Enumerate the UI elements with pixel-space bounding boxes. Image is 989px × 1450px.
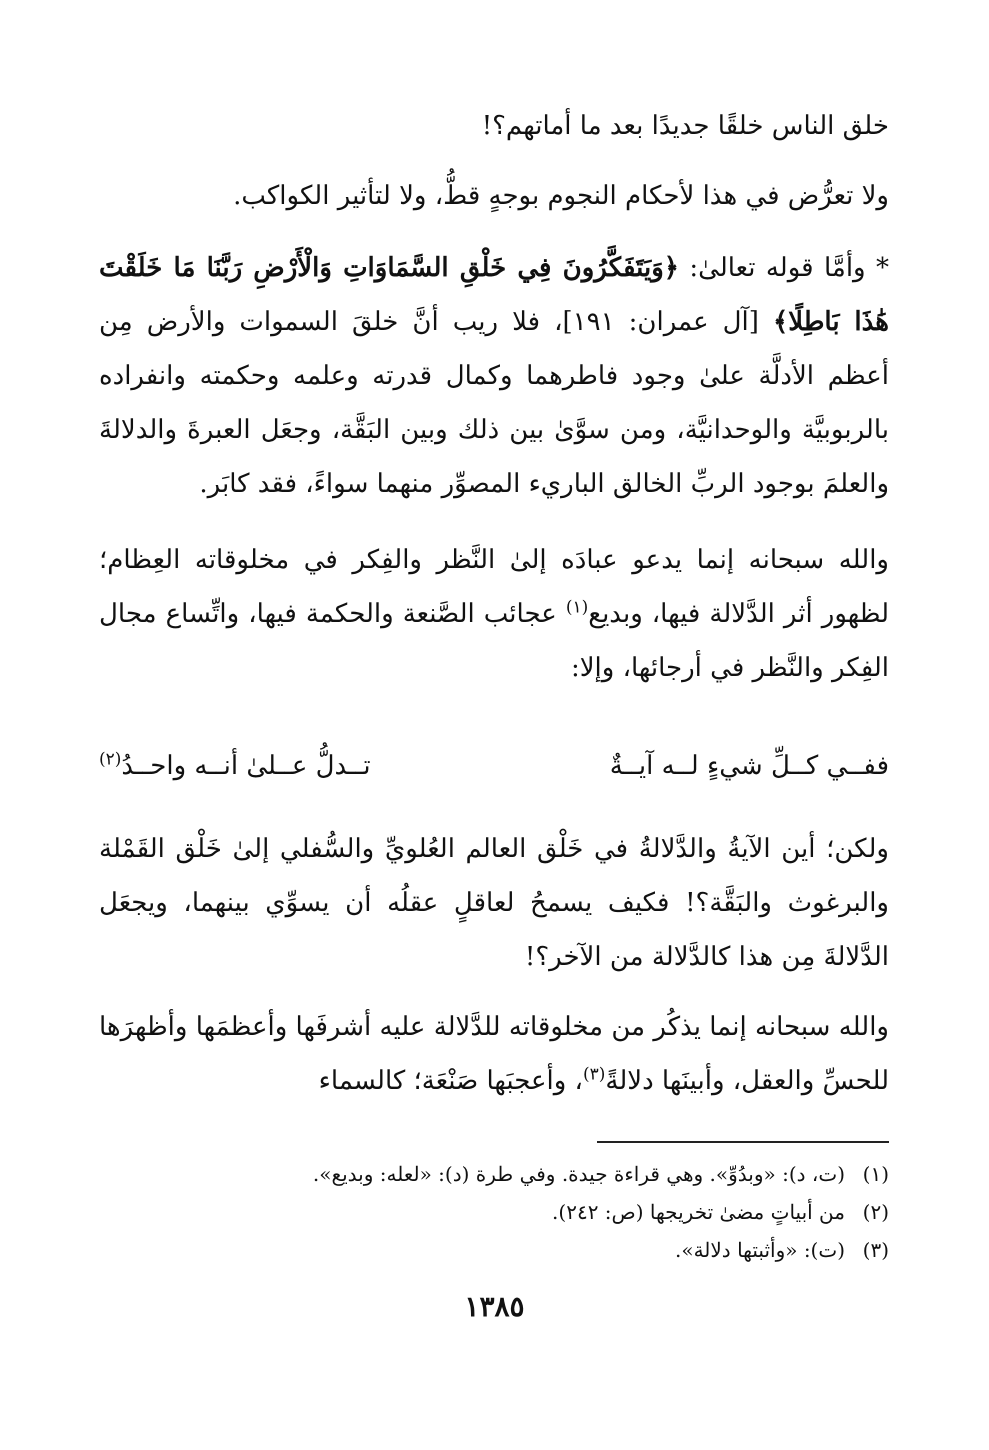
paragraph-2: ولا تعرُّض في هذا لأحكام النجوم بوجهٍ قطُّ، ولا لتأثير الكواكب. (233, 181, 889, 211)
paragraph-6-text-b: ، وأعجبَها صَنْعَة؛ كالسماء (318, 1066, 583, 1096)
paragraph-3-text: [آل عمران: ١٩١]، فلا ريب أنَّ خلقَ السموات والأرض مِن أعظم الأدلَّة علىٰ وجود فاطرهما وكمال قدرته وعلمه وحكمته وانفراده بالربوبيَّة والوحدانيَّة، ومن سوَّىٰ بين ذلك وبين البَقَّة، وجعَل العبرةَ والدلالةَ والعلمَ بوجود الربِّ الخالق الباريء المصوِّر منهما سواءً، فقد كابَر. (99, 307, 889, 499)
verse-first-hemistich: ففــي كــلِّ شيءٍ لــه آيــةٌ (609, 751, 889, 781)
paragraph-4 (99, 533, 889, 695)
footnote-1 (99, 1155, 889, 1193)
footnote-2 (99, 1193, 889, 1231)
paragraph-6 (99, 1000, 889, 1108)
paragraph-6-text-a: والله سبحانه إنما يذكُر من مخلوقاته للدَّلالة عليه أشرفَها وأعظمَها وأظهرَها للحسِّ والعقل، وأبينَها دلالةً (99, 1012, 889, 1096)
footnote-number: (٢) (862, 1200, 889, 1224)
page-number: ١٣٨٥ (464, 1290, 525, 1323)
footnote-ref-3: (٣) (582, 1064, 606, 1085)
footnote-text: (ت، د): «وبدُوِّ». وهي قراءة جيدة. وفي طرة (د): «لعله: وبديع». (312, 1162, 845, 1186)
bullet-mark: * (876, 253, 890, 283)
paragraph-4-text-b: عجائب الصَّنعة والحكمة فيها، واتِّساع مجال الفِكر والنَّظر في أرجائها، وإلا: (99, 599, 889, 683)
footnote-divider (597, 1141, 889, 1143)
footnote-ref-2: (٢) (99, 749, 122, 770)
footnote-text: من أبياتٍ مضىٰ تخريجها (ص: ٢٤٢). (552, 1200, 845, 1224)
body-text-continued (99, 822, 889, 1108)
paragraph-1: خلق الناس خلقًا جديدًا بعد ما أماتهم؟! (481, 111, 889, 141)
quran-verse: ﴿وَيَتَفَكَّرُونَ فِي خَلْقِ السَّمَاوَاتِ وَالْأَرْضِ رَبَّنَا مَا خَلَقْتَ هَٰذَا بَاطِلًا﴾ (99, 253, 889, 337)
paragraph-4-text-a: والله سبحانه إنما يدعو عبادَه إلىٰ النَّظر والفِكر في مخلوقاته العِظام؛ لظهور أثر الدَّلالة فيها، وبديع (99, 545, 889, 629)
footnote-text: (ت): «وأثبتها دلالة». (674, 1238, 845, 1262)
footnotes (99, 1155, 889, 1269)
verse-second-hemistich (99, 739, 371, 793)
footnote-number: (١) (862, 1162, 889, 1186)
body-text (99, 99, 889, 695)
paragraph-3 (99, 241, 889, 511)
paragraph-5: ولكن؛ أين الآيةُ والدَّلالةُ في خَلْق العالم العُلويِّ والسُّفلي إلىٰ خَلْق القَمْلة والبرغوث والبَقَّة؟! فكيف يسمحُ لعاقلٍ عقلُه أن يسوِّي بينهما، ويجعَل الدَّلالةَ مِن هذا كالدَّلالة من الآخر؟! (99, 834, 889, 972)
poetry-verse (99, 739, 889, 793)
footnote-3 (99, 1231, 889, 1269)
verse-second-hemistich-text: تــدلُّ عــلىٰ أنــه واحــدُ (121, 751, 371, 781)
footnote-ref-1: (١) (565, 597, 589, 618)
paragraph-3-intro: وأمَّا قوله تعالىٰ: (679, 253, 866, 283)
footnote-number: (٣) (862, 1238, 889, 1262)
